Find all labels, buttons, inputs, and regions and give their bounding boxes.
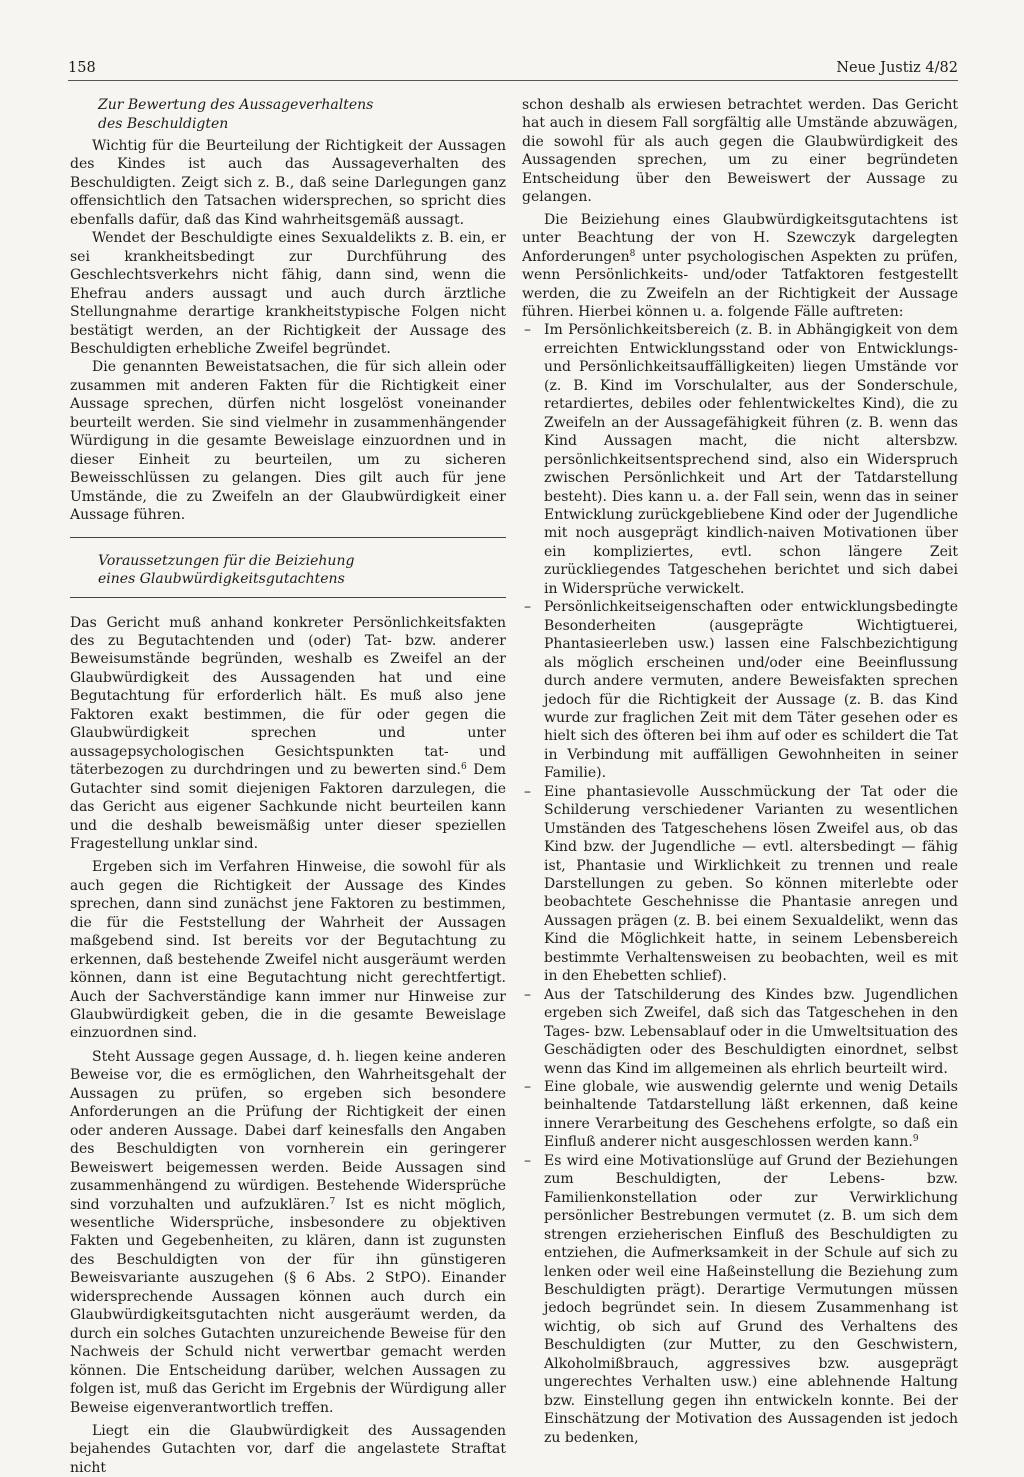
footnote-ref: 7: [329, 1196, 336, 1207]
case-list: [522, 321, 958, 1447]
paragraph: schon deshalb als erwiesen betrachtet werden. Das Gericht hat auch in diesem Fall sorgfältig alle Umstände abzuwägen, die sowohl für als auch gegen die Glaubwürdigkeit des Aussagenden sprechen, um zu einer begründeten Entscheidung über den Beweiswert der Aussage zu gelangen.: [522, 97, 958, 206]
list-item: – Im Persönlichkeitsbereich (z. B. in Abhängigkeit von dem erreichten Entwicklungsstand oder von Entwicklungs- und Persönlichkeitsauffälligkeiten) liegen Umstände vor (z. B. Kind im Vorschulalter, aus der Sonderschule, retardiertes, debiles oder fehlentwickeltes Kind), die zu Zweifeln an der Aussagefähigkeit führen (z. B. wenn das Kind Aussagen macht, die nicht altersbzw. persönlichkeitsentsprechend sind, also ein Widerspruch zwischen Persönlichkeit und Art der Tatdarstellung besteht). Dies kann u. a. der Fall sein, wenn das in seiner Entwicklung zurückgebliebene Kind oder der Jugendliche mit noch ausgeprägt kindlich-naiven Motivationen über ein kompliziertes, evtl. schon längere Zeit zurückliegendes Tatgeschehen berichtet und sich dabei in Widersprüche verwickelt.: [522, 321, 958, 598]
footnote-ref: 6: [460, 762, 467, 773]
right-column: [522, 96, 958, 1447]
text-run: Die Beiziehung eines Glaubwürdigkeitsgutachtens ist unter Beachtung der von H. Szewczyk dargelegten Anforderungen: [522, 211, 958, 265]
header-rule: [68, 80, 958, 81]
heading-line: eines Glaubwürdigkeitsgutachtens: [98, 571, 345, 588]
section-divider: [70, 597, 506, 598]
text-run: unter psychologischen Aspekten zu prüfen, wenn Persönlichkeits- und/oder Tatfaktoren festgestellt werden, die zu Zweifeln an der Richtigkeit der Aussage führen. Hierbei können u. a. folgende Fälle auftreten:: [522, 248, 958, 320]
left-column: [70, 96, 506, 1477]
paragraph: Wichtig für die Beurteilung der Richtigkeit der Aussagen des Kindes ist auch das Aussageverhalten des Beschuldigten. Zeigt sich z. B., daß seine Darlegungen ganz offensichtlich den Tatsachen widersprechen, so spricht dies ebenfalls dafür, daß das Kind wahrheitsgemäß aussagt.: [70, 138, 506, 228]
text-run: Steht Aussage gegen Aussage, d. h. liegen keine anderen Beweise vor, die es ermöglichen, den Wahrheitsgehalt der Aussagen zu prüfen, so ergeben sich besondere Anforderungen an die Prüfung der Richtigkeit der einen oder anderen Aussage. Dabei darf keinesfalls den Angaben des Beschuldigten von vornherein ein geringerer Beweiswert beigemessen werden. Beide Aussagen sind zusammenhängend zu würdigen. Bestehende Widersprüche sind vorzuhalten und aufzuklären.: [70, 1048, 506, 1213]
journal-issue: Neue Justiz 4/82: [836, 60, 958, 76]
page-header: [68, 58, 958, 82]
text-run: Eine globale, wie auswendig gelernte und wenig Details beinhaltende Tatdarstellung läßt erkennen, daß keine innere Verarbeitung des Geschehens erfolgte, so daß ein Einfluß anderer nicht ausgeschlossen werden kann.: [544, 1079, 958, 1151]
section-heading-aussageverhalten: [70, 96, 506, 133]
heading-line: des Beschuldigten: [98, 115, 229, 132]
paragraph: [522, 211, 958, 322]
paragraph: Ergeben sich im Verfahren Hinweise, die sowohl für als auch gegen die Richtigkeit der Aussage des Kindes sprechen, dann sind zunächst jene Faktoren zu bestimmen, die für die Feststellung der Wahrheit der Aussagen maßgebend sind. Ist bereits vor der Begutachtung zu erkennen, daß bestehende Zweifel nicht ausgeräumt werden können, dann ist eine Begutachtung nicht gerechtfertigt. Auch der Sachverständige kann immer nur Hinweise zur Glaubwürdigkeit geben, die in die gesamte Beweislage einzuordnen sind.: [70, 859, 506, 1042]
heading-line: Voraussetzungen für die Beiziehung: [98, 552, 355, 569]
text-run: Ist es nicht möglich, wesentliche Widersprüche, insbesondere zu objektiven Fakten und Gegebenheiten, zu klären, dann ist zugunsten des Beschuldigten von der für ihn günstigeren Beweisvariante auszugehen (§ 6 Abs. 2 StPO). Einander widersprechende Aussagen können auch durch ein Glaubwürdigkeitsgutachten nicht ausgeräumt werden, da durch ein solches Gutachten unzureichende Beweise für den Nachweis der Schuld nicht verwertbar gemacht werden können. Die Entscheidung darüber, welchen Aussagen zu folgen ist, muß das Gericht im Ergebnis der Würdigung aller Beweise eigenverantwortlich treffen.: [70, 1196, 506, 1416]
list-item: – Aus der Tatschilderung des Kindes bzw. Jugendlichen ergeben sich Zweifel, daß sich das Tatgeschehen in den Tages- bzw. Lebensablauf oder in die Umweltsituation des Geschädigten oder des Beschuldigten einordnet, selbst wenn das Kind im allgemeinen als ehrlich beurteilt wird.: [522, 986, 958, 1078]
section-heading-voraussetzungen: [70, 552, 506, 589]
paragraph: Wendet der Beschuldigte eines Sexualdelikts z. B. ein, er sei krankheitsbedingt zur Durchführung des Geschlechtsverkehrs nicht fähig, dann sind, wenn die Ehefrau anders aussagt und auch durch ärztliche Stellungnahme derartige krankheitstypische Folgen nicht bestätigt werden, an der Richtigkeit der Aussage des Beschuldigten erhebliche Zweifel begründet.: [70, 230, 506, 357]
paragraph: [70, 1048, 506, 1417]
paragraph: Die genannten Beweistatsachen, die für sich allein oder zusammen mit anderen Fakten für die Richtigkeit einer Aussage sprechen, dürfen nicht losgelöst voneinander beurteilt werden. Sie sind vielmehr in zusammenhängender Würdigung in die gesamte Beweislage einzuordnen und in dieser Einheit zu beurteilen, um zu sicheren Beweisschlüssen zu gelangen. Dies gilt auch für jene Umstände, die zu Zweifeln an der Glaubwürdigkeit einer Aussage führen.: [70, 359, 506, 524]
text-run: Das Gericht muß anhand konkreter Persönlichkeitsfakten des zu Begutachtenden und (oder) Tat- bzw. anderer Beweisumstände begründen, weshalb es Zweifel an der Glaubwürdigkeit des Aussagenden hat und eine Begutachtung für erforderlich hält. Es muß also jene Faktoren exakt bestimmen, die für oder gegen die Glaubwürdigkeit sprechen und unter aussagepsychologischen Gesichtspunkten tat- und täterbezogen zu durchdringen und zu bewerten sind.: [70, 614, 506, 779]
list-item: [522, 1078, 958, 1152]
paragraph: [70, 614, 506, 854]
footnote-ref: 9: [912, 1134, 919, 1145]
section-divider: [70, 537, 506, 538]
text-run: Dem Gutachter sind somit diejenigen Faktoren darzulegen, die das Gericht aus eigener Sachkunde nicht beurteilen kann und die deshalb beweismäßig unter dieser speziellen Fragestellung unklar sind.: [70, 762, 506, 852]
list-item: – Persönlichkeitseigenschaften oder entwicklungsbedingte Besonderheiten (ausgeprägte Wichtigtuerei, Phantasieerleben usw.) lassen eine Falschbezichtigung als möglich erscheinen und/oder eine Beeinflussung durch andere vermuten, andere Beweisfakten sprechen jedoch für die Richtigkeit der Aussage (z. B. das Kind wurde zur fraglichen Zeit mit dem Täter gesehen oder es hielt sich des öfteren bei ihm auf oder es schildert die Tat in Verbindung mit auffälligen Gewohnheiten in seiner Familie).: [522, 598, 958, 783]
heading-line: Zur Bewertung des Aussageverhaltens: [98, 97, 374, 113]
page-number: 158: [68, 60, 96, 76]
paragraph: Liegt ein die Glaubwürdigkeit des Aussagenden bejahendes Gutachten vor, darf die angelastete Straftat nicht: [70, 1423, 506, 1476]
list-item: – Es wird eine Motivationslüge auf Grund der Beziehungen zum Beschuldigten, der Lebens- bzw. Familienkonstellation oder zur Verwirklichung persönlicher Bestrebungen vermutet (z. B. um sich dem strengen erzieherischen Einfluß des Beschuldigten zu entziehen, die Aufmerksamkeit in der Schule auf sich zu lenken oder weil eine Haßeinstellung die Beziehung zum Beschuldigten prägt). Derartige Vermutungen müssen jedoch begründet sein. In diesem Zusammenhang ist wichtig, ob sich auf Grund des Verhaltens des Beschuldigten (zur Mutter, zu den Geschwistern, Alkoholmißbrauch, aggressives bzw. ausgeprägt ungerechtes Verhalten usw.) eine ablehnende Haltung bzw. Einstellung gegen ihn entwickeln konnte. Bei der Einschätzung der Motivation des Aussagenden ist jedoch zu bedenken,: [522, 1152, 958, 1447]
list-item: – Eine phantasievolle Ausschmückung der Tat oder die Schilderung verschiedener Varianten zu wesentlichen Umständen des Tatgeschehens lösen Zweifel aus, ob das Kind bzw. der Jugendliche — evtl. altersbedingt — fähig ist, Phantasie und Wirklichkeit zu trennen und reale Darstellungen zu geben. So können miterlebte oder beobachtete Geschehnisse die Phantasie anregen und Aussagen prägen (z. B. bei einem Sexualdelikt, wenn das Kind die Möglichkeit hatte, in seinem Lebensbereich bestimmte Verhaltensweisen zu beobachten, weil es mit in den Ehebetten schlief).: [522, 783, 958, 986]
footnote-ref: 8: [629, 248, 636, 259]
